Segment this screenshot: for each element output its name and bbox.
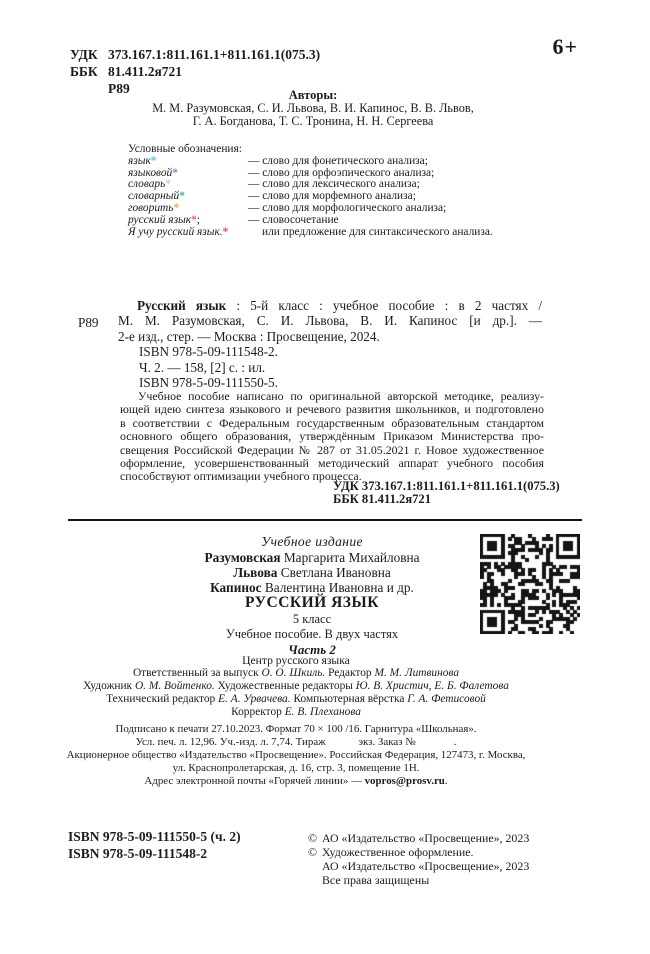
hotline-email-line: Адрес электронной почты «Горячей линии» — vopros@prosv.ru. [144,774,448,787]
color-asterisk-icon: * [222,225,229,238]
bib-authors-line: М. М. Разумовская, С. И. Львова, В. И. Капинос [и др.]. — [118,313,542,329]
color-asterisk-icon: * [150,154,157,167]
book-part: Часть 2 [288,642,336,657]
qr-code [480,534,580,634]
divider-rule [68,519,582,521]
udk-bottom-line: УДК 373.167.1:811.161.1+811.161.1(075.3) [333,479,560,493]
edition-kind: Учебное издание [261,534,363,549]
book-grade: 5 класс [292,612,332,626]
catalogue-author-code: Р89 [78,315,99,330]
bib-title-line: Русский язык : 5-й класс : учебное пособие : в 2 частях / [137,298,543,313]
legend-item: словарь* — слово для лексического анализа; [128,178,420,191]
credits-line: Ответственный за выпуск О. О. Шкиль. Редактор М. М. Литвинова [132,667,460,680]
authors-line: М. М. Разумовская, С. И. Львова, В. И. Капинос, В. В. Львов, [152,101,474,115]
credits-line: Технический редактор Е. А. Урвачева. Компьютерная вёрстка Г. А. Фетисовой [106,693,486,706]
copyright-line: АО «Издательство «Просвещение», 2023 [322,859,530,873]
authors-line: Г. А. Богданова, Т. С. Тронина, Н. Н. Сергеева [192,114,434,128]
symbols-legend [128,144,568,238]
color-asterisk-icon: * [165,178,172,191]
copyright-line: © АО «Издательство «Просвещение», 2023 [308,831,530,845]
annotation: Учебное пособие написано по оригинальной авторской методике, реализу- ющей идею синтеза языкового и речевого развития школьников, и подготовлено в соответствии с Федеральным государственным образовательным стандартом основного общего образования, утверждённым Приказом Министерства про- свещения Российской Федерации № 287 от 31.05.2021 г. Новое художественное оформление, усовершенствованный методический аппарат учебного пособия способствуют оптимизации учебного процесса. [120,389,544,484]
udk-value: 373.167.1:811.161.1+811.161.1(075.3) [108,47,321,62]
legend-item: языковой* — слово для орфоэпического анализа; [128,166,435,179]
bib-edition-line: 2-е изд., стер. — Москва : Просвещение, 2024. [118,328,380,344]
publishing-center: Центр русского языка [242,654,350,667]
bib-isbn-line: ISBN 978-5-09-111550-5. [139,375,278,391]
catalogue-card [118,298,542,390]
color-asterisk-icon: * [179,190,185,203]
legend-item: Я учу русский язык.* или предложение для синтаксического анализа. [128,225,493,238]
edition-author: Разумовская Маргарита Михайловна [204,550,420,565]
print-info [40,723,552,788]
bib-part-line: Ч. 2. — 158, [2] с. : ил. [139,359,266,375]
print-line: Акционерное общество «Издательство «Просвещение». Российская Федерация, 127473, г. Москва, [66,748,526,761]
copyright-line: Все права защищены [322,873,430,887]
bbk-label: ББК [70,63,98,79]
copyright-block [308,831,529,887]
udk-label: УДК [70,47,98,62]
bbk-line [70,64,320,81]
book-subtitle: Учебное пособие. В двух частях [225,627,399,641]
legend-item: говорить* — слово для морфологического анализа; [128,201,447,214]
udk-line [70,47,320,64]
print-line: Подписано к печати 27.10.2023. Формат 70 × 100 /16. Гарнитура «Школьная». [115,722,477,735]
print-line: ул. Краснопролетарская, д. 16, стр. 3, помещение 1Н. [172,761,420,774]
legend-title: Условные обозначения: [128,143,242,155]
edition-author: Львова Светлана Ивановна [233,565,391,580]
bib-isbn-line: ISBN 978-5-09-111548-2. [139,344,278,360]
credits-line: Художник О. М. Войтенко. Художественные редакторы Ю. В. Христич, Е. Б. Фалетова [83,680,509,693]
print-line: Усл. печ. л. 12,96. Уч.-изд. л. 7,74. Тираж экз. Заказ № . [135,735,457,748]
color-asterisk-icon: * [172,166,178,179]
legend-item: русский язык*; — словосочетание [128,213,339,226]
bbk-value: 81.411.2я721 [108,63,183,79]
isbn-part: ISBN 978-5-09-111550-5 (ч. 2) [68,829,241,844]
hotline-email: vopros@prosv.ru [364,774,445,787]
legend-item: язык* — слово для фонетического анализа; [128,154,428,167]
book-title: РУССКИЙ ЯЗЫК [245,594,379,611]
isbn-set: ISBN 978-5-09-111548-2 [68,845,208,861]
legend-item: словарный* — слово для морфемного анализа; [128,190,416,203]
copyright-line: © Художественное оформление. [308,845,474,859]
color-asterisk-icon: * [173,201,180,214]
classification-codes-bottom [333,480,560,506]
edition-author: Капинос Валентина Ивановна и др. [210,580,414,595]
credits-line: Корректор Е. В. Плеханова [231,706,361,719]
colophon [40,654,552,788]
authors-heading: Авторы: [288,88,338,102]
isbn-block [68,829,241,862]
bbk-bottom-line: ББК 81.411.2я721 [333,492,432,507]
color-asterisk-icon: * [191,213,197,226]
staff-credits [40,667,552,719]
copyright-icon: © [308,831,318,845]
copyright-icon: © [308,845,318,859]
author-code: Р89 [108,80,130,96]
age-rating-badge: 6+ [552,34,578,59]
